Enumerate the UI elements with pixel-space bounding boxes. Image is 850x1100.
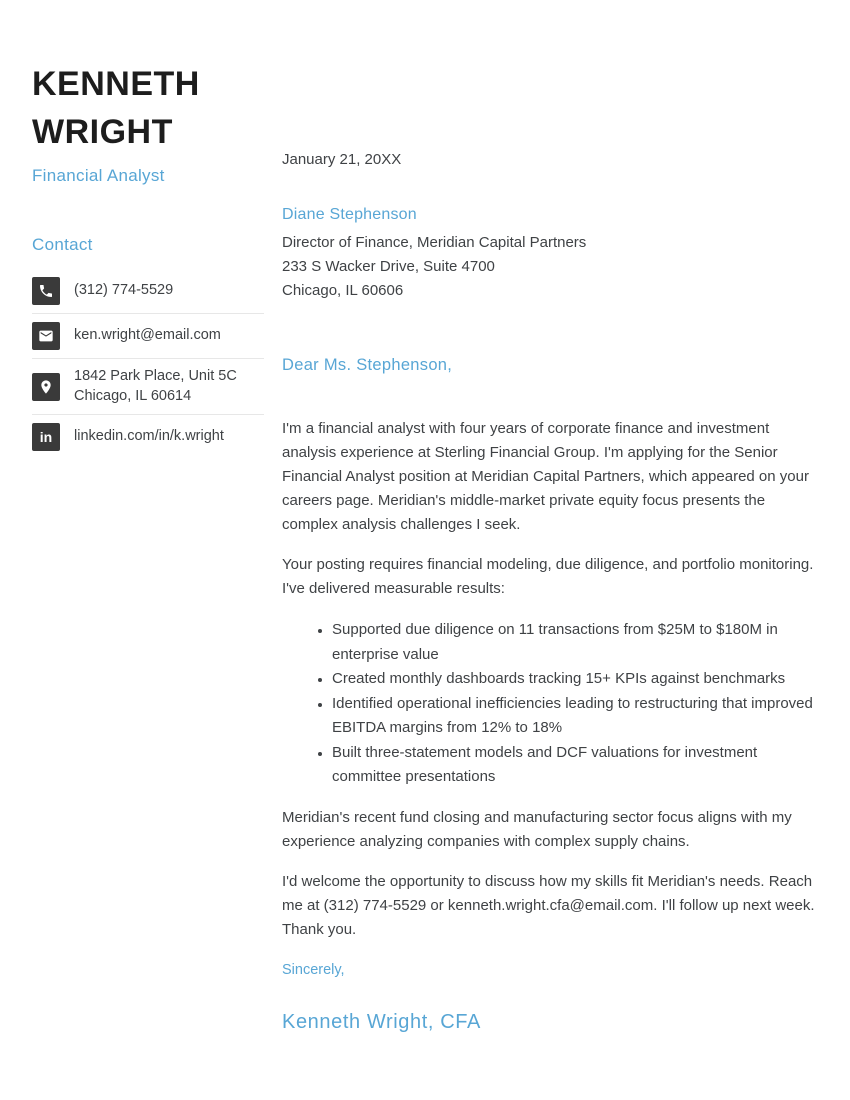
linkedin-icon (32, 423, 60, 451)
paragraph-fit: Meridian's recent fund closing and manufacturing sector focus aligns with my experience analyzing companies with complex supply chains. (282, 808, 792, 850)
applicant-job-title: Financial Analyst (32, 166, 165, 185)
email-icon (32, 322, 60, 350)
contact-heading: Contact (32, 235, 93, 254)
contact-item-phone (32, 269, 264, 314)
contact-item-address (32, 359, 264, 415)
linkedin-url-text: linkedin.com/in/k.wright (74, 428, 224, 445)
paragraph-results-lead: Your posting requires financial modeling, due diligence, and portfolio monitoring. I've delivered measurable results: (282, 556, 814, 597)
achievement-item: • Created monthly dashboards tracking 15+ KPIs against benchmarks (332, 667, 822, 692)
email-address-text: ken.wright@email.com (74, 327, 221, 344)
mailing-address (74, 367, 237, 406)
recipient-block (282, 204, 822, 303)
phone-icon (32, 277, 60, 305)
recipient-city: Chicago, IL 60606 (282, 282, 404, 299)
linkedin-glyph: in (39, 429, 53, 445)
recipient-title-company: Director of Finance, Meridian Capital Partners (282, 234, 587, 251)
contact-item-linkedin (32, 415, 264, 459)
signature-name: Kenneth Wright, CFA (282, 1010, 481, 1033)
phone-number (74, 281, 173, 301)
letter-body (282, 148, 822, 1035)
applicant-name: KENNETH WRIGHT (32, 65, 200, 151)
email-address (74, 326, 221, 346)
linkedin-url (74, 427, 224, 447)
signoff: Sincerely, (282, 961, 345, 978)
achievement-item: • Built three-statement models and DCF valuations for investment committee presentations (332, 741, 822, 790)
contact-list (32, 269, 264, 459)
location-icon (32, 373, 60, 401)
greeting: Dear Ms. Stephenson, (282, 356, 453, 374)
phone-number-text: (312) 774-5529 (74, 282, 174, 299)
address-line-2: Chicago, IL 60614 (74, 387, 192, 404)
address-line-1: 1842 Park Place, Unit 5C (74, 368, 237, 384)
achievement-item: • Supported due diligence on 11 transactions from $25M to $180M in enterprise value (332, 618, 822, 667)
recipient-street: 233 S Wacker Drive, Suite 4700 (282, 258, 495, 275)
achievement-item: • Identified operational inefficiencies leading to restructuring that improved EBITDA margins from 12% to 18% (332, 692, 822, 741)
recipient-name: Diane Stephenson (282, 206, 417, 223)
contact-item-email (32, 314, 264, 359)
paragraph-intro: I'm a financial analyst with four years of corporate finance and investment analysis experience at Sterling Financial Group. I'm applying for the Senior Financial Analyst position at Meridian Capital Partners, which appeared on your careers page. Meridian's middle-market private equity focus presents the complex analysis challenges I seek. (282, 420, 809, 533)
paragraph-call-to-action: I'd welcome the opportunity to discuss how my skills fit Meridian's needs. Reach me at (312) 774-5529 or kenneth.wright.cfa@email.com. I'll follow up next week. Thank you. (282, 872, 815, 938)
sidebar (32, 60, 264, 459)
letter-date: January 21, 20XX (282, 151, 402, 168)
achievements-list (282, 618, 822, 790)
